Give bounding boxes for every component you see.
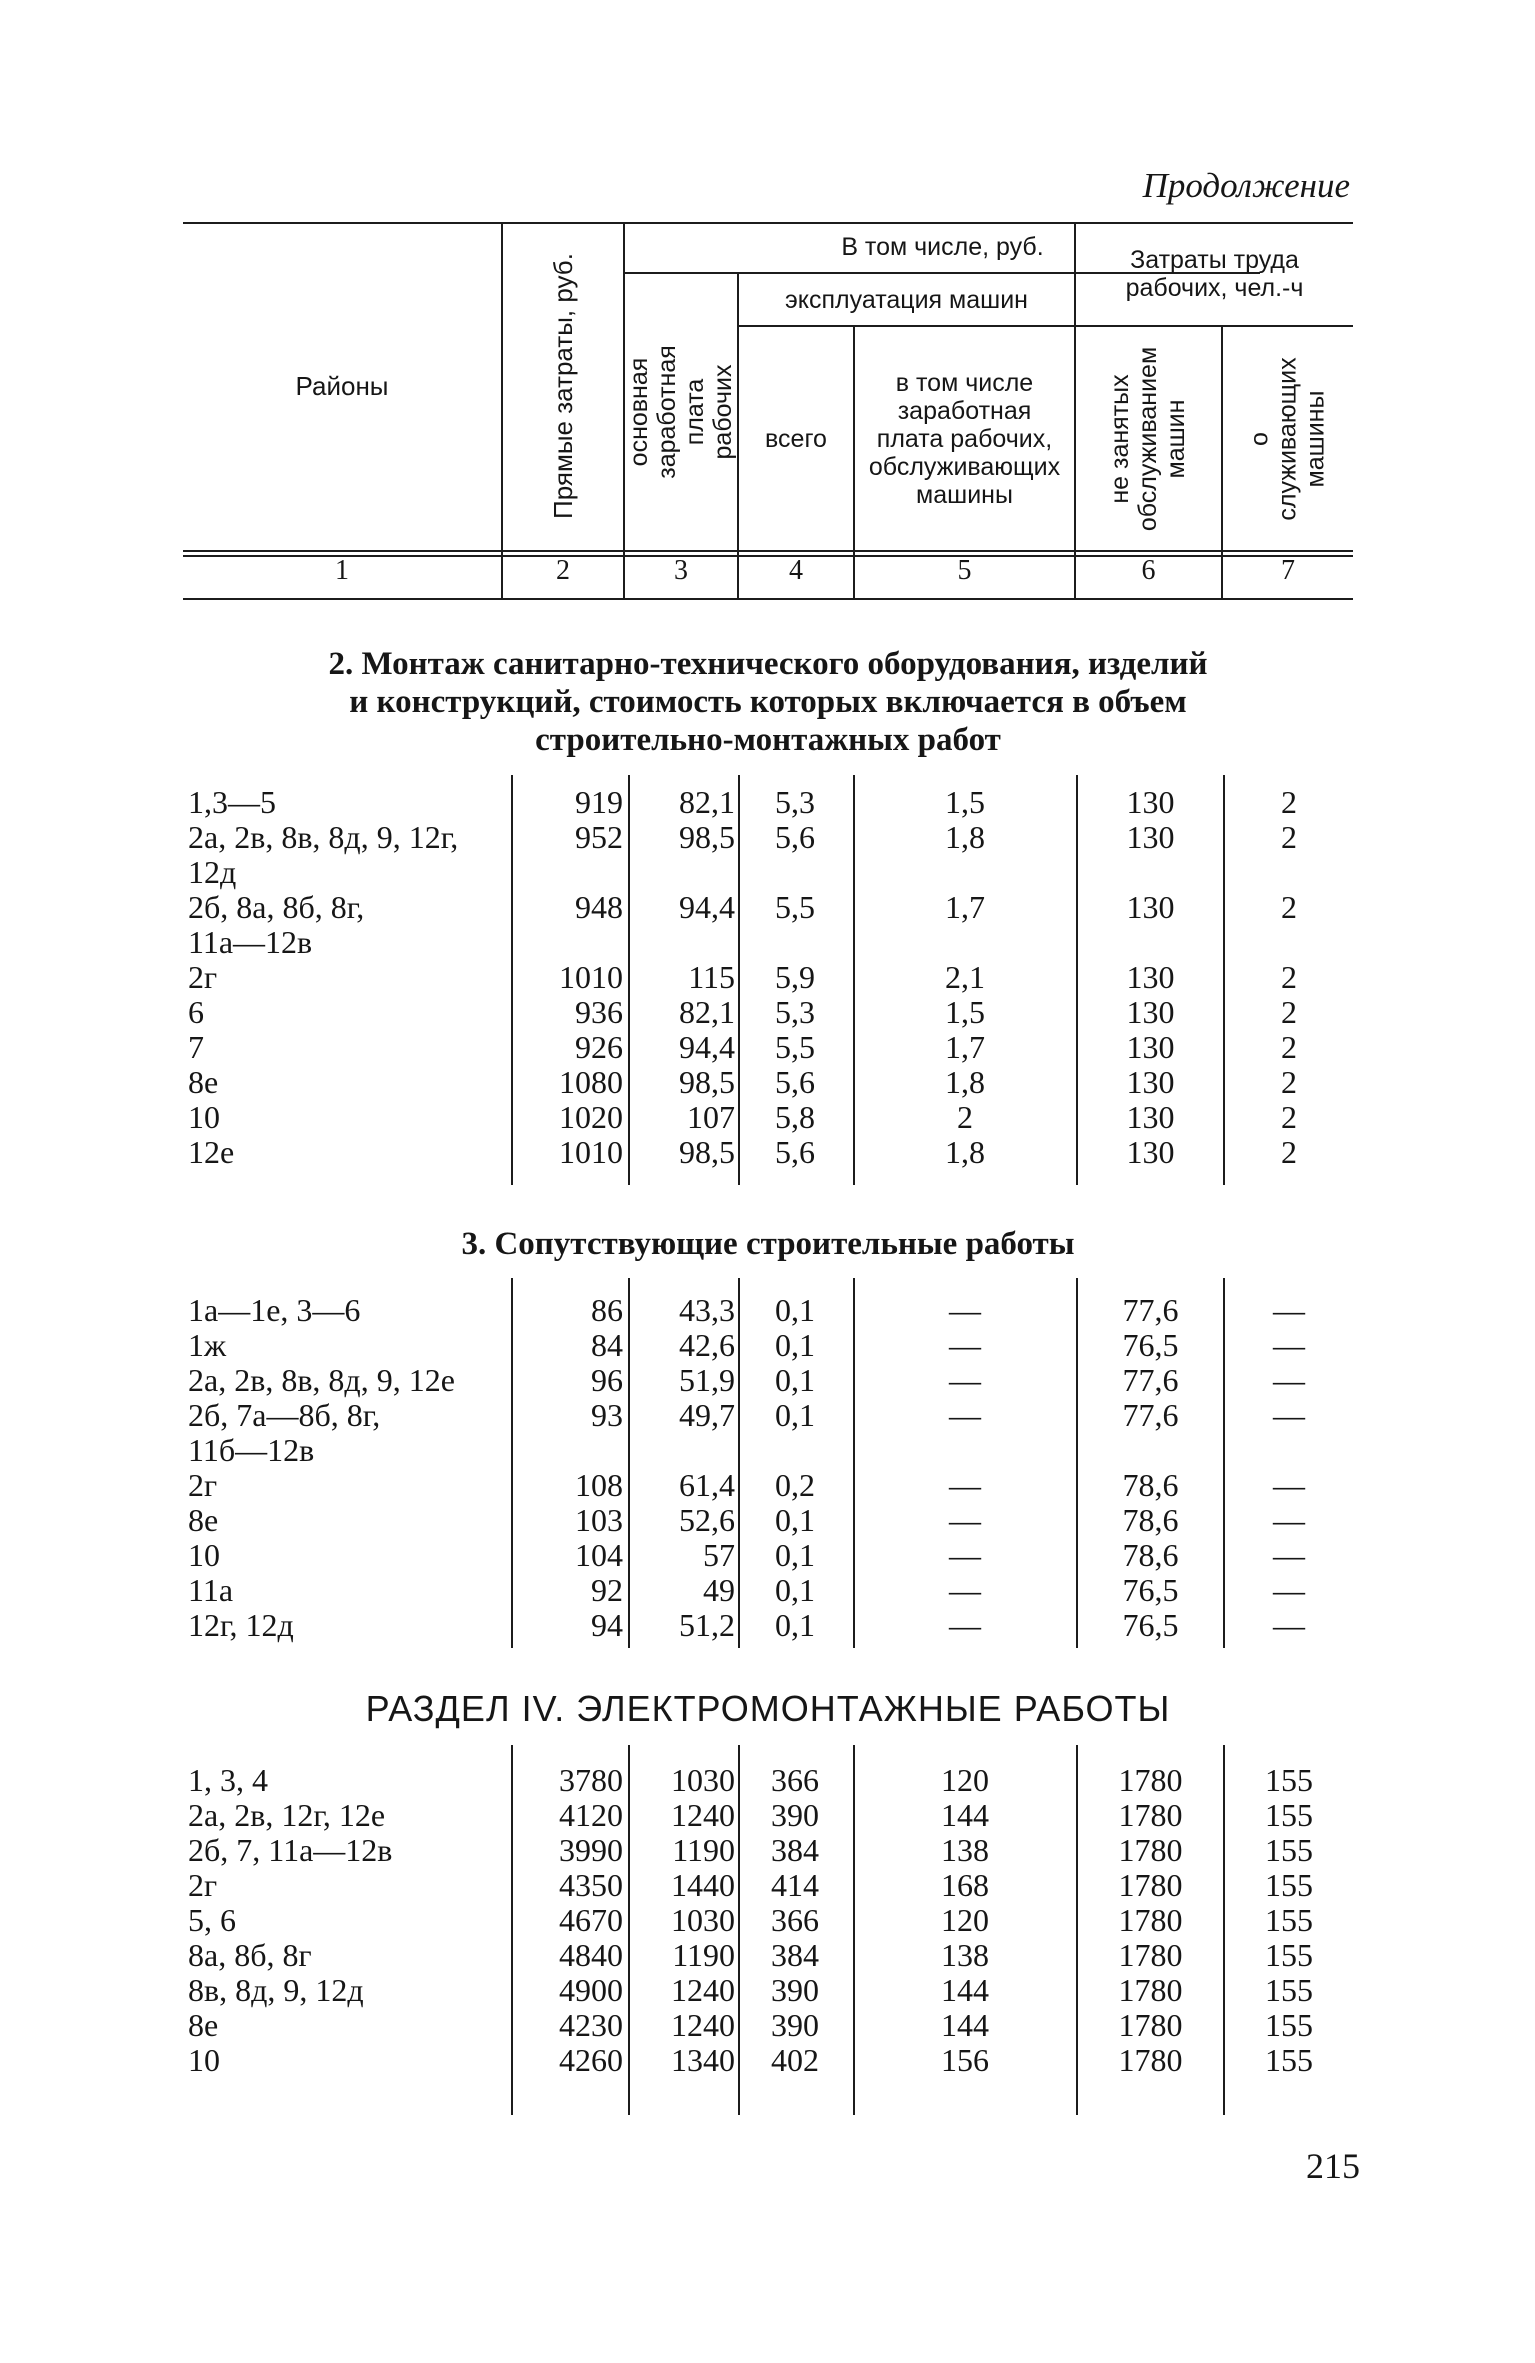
table-row: [183, 1030, 1353, 1065]
column-number: 6: [1141, 555, 1156, 586]
table-row: [183, 1100, 1353, 1135]
machine-wages-cell: —: [949, 1607, 981, 1643]
labor-not-machine-cell: 1780: [1118, 2007, 1183, 2043]
machine-wages-cell: —: [949, 1502, 981, 1538]
labor-machine-cell: —: [1273, 1467, 1305, 1503]
machine-wages-cell: 144: [941, 1972, 989, 2008]
table-row: [183, 1328, 1353, 1363]
machine-total-cell: 390: [771, 1797, 819, 1833]
labor-machine-cell: 155: [1265, 2042, 1313, 2078]
table-row: [183, 2008, 1353, 2043]
machine-total-cell: 5,8: [775, 1099, 815, 1135]
column-number: 3: [674, 555, 688, 586]
district-cell: 2а, 2в, 8в, 8д, 9, 12г,: [188, 819, 459, 855]
machine-wages-cell: —: [949, 1572, 981, 1608]
machine-total-cell: 5,9: [775, 959, 815, 995]
table-row: [183, 1938, 1353, 1973]
main-wages-cell: 98,5: [679, 1134, 735, 1170]
machine-total-cell: 5,6: [775, 819, 815, 855]
district-cell: 2г: [188, 1867, 218, 1903]
page-number: 215: [1306, 2146, 1360, 2186]
labor-not-machine-cell: 78,6: [1122, 1537, 1179, 1573]
direct-costs-cell: 4230: [559, 2007, 623, 2043]
main-wages-cell: 61,4: [679, 1467, 735, 1503]
district-cell: 10: [188, 1099, 220, 1135]
table-row: [183, 1833, 1353, 1868]
main-wages-cell: 1190: [672, 1832, 735, 1868]
labor-not-machine-cell: 77,6: [1122, 1397, 1179, 1433]
district-cell: 6: [188, 994, 204, 1030]
column-number: 2: [556, 555, 570, 586]
district-cell: 2а, 2в, 8в, 8д, 9, 12е: [188, 1362, 455, 1398]
labor-machine-cell: —: [1273, 1292, 1305, 1328]
labor-not-machine-cell: 1780: [1118, 1867, 1183, 1903]
machine-wages-cell: 2,1: [945, 959, 985, 995]
district-cell: 10: [188, 2042, 220, 2078]
main-wages-cell: 51,9: [679, 1362, 735, 1398]
machine-wages-cell: 1,7: [945, 1029, 985, 1065]
machine-wages-cell: 138: [941, 1832, 989, 1868]
labor-machine-cell: 155: [1265, 1867, 1313, 1903]
table-row: [183, 1763, 1353, 1798]
machine-wages-cell: —: [949, 1292, 981, 1328]
table-row: [183, 1065, 1353, 1100]
district-cell: 11а—12в: [188, 924, 313, 960]
labor-machine-cell: 155: [1265, 1972, 1313, 2008]
labor-machine-cell: 155: [1265, 1762, 1313, 1798]
table-row-continuation: [183, 925, 1353, 960]
direct-costs-cell: 84: [591, 1327, 623, 1363]
main-wages-cell: 49,7: [679, 1397, 735, 1433]
main-wages-cell: 1030: [671, 1762, 735, 1798]
direct-costs-cell: 4900: [559, 1972, 623, 2008]
machine-wages-cell: 144: [941, 1797, 989, 1833]
table-row: [183, 1608, 1353, 1643]
labor-machine-cell: 2: [1281, 784, 1297, 820]
direct-costs-cell: 1010: [559, 959, 623, 995]
district-cell: 2б, 7, 11а—12в: [188, 1832, 393, 1868]
header-labor-costs: Затраты труда рабочих, чел.-ч: [1125, 245, 1304, 302]
machine-total-cell: 0,1: [775, 1362, 815, 1398]
labor-machine-cell: 155: [1265, 1937, 1313, 1973]
district-cell: 2г: [188, 1467, 218, 1503]
table-row-continuation: [183, 855, 1353, 890]
direct-costs-cell: 103: [575, 1502, 623, 1538]
machine-total-cell: 0,1: [775, 1502, 815, 1538]
labor-machine-cell: —: [1273, 1362, 1305, 1398]
direct-costs-cell: 96: [591, 1362, 623, 1398]
table-row: [183, 1398, 1353, 1433]
machine-wages-cell: 1,8: [945, 1064, 985, 1100]
labor-machine-cell: —: [1273, 1537, 1305, 1573]
direct-costs-cell: 4840: [559, 1937, 623, 1973]
district-cell: 8е: [188, 1064, 219, 1100]
district-cell: 7: [188, 1029, 204, 1065]
labor-not-machine-cell: 130: [1126, 1064, 1175, 1100]
machine-total-cell: 366: [771, 1902, 819, 1938]
direct-costs-cell: 3780: [559, 1762, 623, 1798]
section-title: 3. Сопутствующие строительные работы: [461, 1226, 1075, 1262]
district-cell: 2б, 8а, 8б, 8г,: [188, 889, 365, 925]
header-in-total: В том числе, руб.: [841, 233, 1044, 261]
machine-wages-cell: —: [949, 1537, 981, 1573]
labor-not-machine-cell: 1780: [1118, 1902, 1183, 1938]
main-wages-cell: 94,4: [679, 889, 735, 925]
machine-total-cell: 0,1: [775, 1572, 815, 1608]
table-section-2: [183, 775, 1353, 1185]
machine-total-cell: 402: [771, 2042, 819, 2078]
labor-not-machine-cell: 1780: [1118, 2042, 1183, 2078]
labor-not-machine-cell: 130: [1126, 889, 1175, 925]
labor-machine-cell: 2: [1281, 819, 1297, 855]
machine-wages-cell: —: [949, 1467, 981, 1503]
machine-total-cell: 0,1: [775, 1327, 815, 1363]
main-wages-cell: 1340: [671, 2042, 735, 2078]
header-col-districts: Районы: [295, 371, 389, 401]
table-row: [183, 995, 1353, 1030]
main-wages-cell: 115: [688, 959, 735, 995]
labor-not-machine-cell: 130: [1126, 1134, 1175, 1170]
section-title: 2. Монтаж санитарно-технического оборудования, изделий и конструкций, стоимость которых включается в объем строительно-монтажных работ: [328, 646, 1208, 758]
header-col-not-machine: не занятых обслуживанием машин: [1106, 346, 1191, 531]
table-row: [183, 1468, 1353, 1503]
header-col-total: всего: [765, 424, 827, 453]
labor-not-machine-cell: 1780: [1118, 1832, 1183, 1868]
continuation-label: Продолжение: [1142, 166, 1350, 205]
main-wages-cell: 49: [703, 1572, 735, 1608]
table-section-3: [183, 1278, 1353, 1648]
main-wages-cell: 51,2: [679, 1607, 735, 1643]
district-cell: 10: [188, 1537, 220, 1573]
labor-not-machine-cell: 130: [1126, 819, 1175, 855]
machine-total-cell: 0,2: [775, 1467, 815, 1503]
district-cell: 1ж: [188, 1327, 227, 1363]
machine-wages-cell: —: [949, 1327, 981, 1363]
main-wages-cell: 94,4: [679, 1029, 735, 1065]
machine-total-cell: 390: [771, 2007, 819, 2043]
main-wages-cell: 1030: [671, 1902, 735, 1938]
labor-not-machine-cell: 1780: [1118, 1797, 1183, 1833]
labor-machine-cell: 2: [1281, 1134, 1297, 1170]
machine-total-cell: 5,3: [775, 994, 815, 1030]
labor-machine-cell: 155: [1265, 1797, 1313, 1833]
district-cell: 1а—1е, 3—6: [188, 1292, 361, 1328]
machine-total-cell: 390: [771, 1972, 819, 2008]
labor-not-machine-cell: 130: [1126, 994, 1175, 1030]
labor-machine-cell: —: [1273, 1502, 1305, 1538]
labor-not-machine-cell: 1780: [1118, 1937, 1183, 1973]
district-cell: 8е: [188, 1502, 219, 1538]
header-col-serving-machine: о служивающих машины: [1246, 356, 1330, 521]
labor-machine-cell: 155: [1265, 1902, 1313, 1938]
direct-costs-cell: 4260: [559, 2042, 623, 2078]
district-cell: 2а, 2в, 12г, 12е: [188, 1797, 386, 1833]
district-cell: 8е: [188, 2007, 219, 2043]
labor-machine-cell: 155: [1265, 2007, 1313, 2043]
labor-not-machine-cell: 76,5: [1122, 1327, 1179, 1363]
machine-total-cell: 366: [771, 1762, 819, 1798]
header-col-machine-wages: в том числе заработная плата рабочих, обслуживающих машины: [868, 368, 1061, 509]
direct-costs-cell: 93: [591, 1397, 623, 1433]
machine-total-cell: 5,3: [775, 784, 815, 820]
district-cell: 8в, 8д, 9, 12д: [188, 1972, 364, 2008]
machine-wages-cell: 2: [957, 1099, 973, 1135]
machine-wages-cell: 138: [941, 1937, 989, 1973]
table-header: [183, 222, 1353, 602]
district-cell: 2б, 7а—8б, 8г,: [188, 1397, 381, 1433]
district-cell: 11а: [188, 1572, 234, 1608]
machine-wages-cell: 120: [941, 1902, 989, 1938]
table-row: [183, 890, 1353, 925]
machine-wages-cell: 1,5: [945, 784, 985, 820]
header-machine-operation: эксплуатация машин: [785, 285, 1028, 314]
main-wages-cell: 43,3: [679, 1292, 735, 1328]
machine-wages-cell: 1,7: [945, 889, 985, 925]
table-row-continuation: [183, 1433, 1353, 1468]
table-row: [183, 1538, 1353, 1573]
table-row: [183, 1868, 1353, 1903]
column-number: 1: [335, 555, 349, 586]
main-wages-cell: 82,1: [679, 994, 735, 1030]
district-cell: 11б—12в: [188, 1432, 315, 1468]
machine-total-cell: 414: [771, 1867, 819, 1903]
machine-wages-cell: 144: [941, 2007, 989, 2043]
direct-costs-cell: 86: [591, 1292, 623, 1328]
table-row: [183, 785, 1353, 820]
table-row: [183, 820, 1353, 855]
district-cell: 1,3—5: [188, 784, 276, 820]
labor-machine-cell: —: [1273, 1607, 1305, 1643]
labor-not-machine-cell: 77,6: [1122, 1292, 1179, 1328]
machine-total-cell: 5,5: [775, 1029, 815, 1065]
table-row: [183, 1973, 1353, 2008]
labor-machine-cell: 2: [1281, 959, 1297, 995]
labor-not-machine-cell: 78,6: [1122, 1502, 1179, 1538]
labor-not-machine-cell: 76,5: [1122, 1572, 1179, 1608]
table-row: [183, 1293, 1353, 1328]
machine-wages-cell: 1,8: [945, 819, 985, 855]
labor-machine-cell: 2: [1281, 889, 1297, 925]
district-cell: 5, 6: [188, 1902, 236, 1938]
machine-total-cell: 5,6: [775, 1134, 815, 1170]
machine-wages-cell: 168: [941, 1867, 989, 1903]
district-cell: 12е: [188, 1134, 235, 1170]
district-cell: 1, 3, 4: [188, 1762, 268, 1798]
direct-costs-cell: 104: [575, 1537, 623, 1573]
direct-costs-cell: 3990: [559, 1832, 623, 1868]
machine-total-cell: 0,1: [775, 1292, 815, 1328]
main-wages-cell: 82,1: [679, 784, 735, 820]
main-wages-cell: 1190: [672, 1937, 735, 1973]
header-col-direct-costs: Прямые затраты, руб.: [548, 253, 578, 519]
column-number: 7: [1281, 555, 1295, 586]
labor-not-machine-cell: 76,5: [1122, 1607, 1179, 1643]
direct-costs-cell: 1080: [559, 1064, 623, 1100]
main-wages-cell: 1240: [671, 1797, 735, 1833]
direct-costs-cell: 4670: [559, 1902, 623, 1938]
direct-costs-cell: 94: [591, 1607, 623, 1643]
main-wages-cell: 1440: [671, 1867, 735, 1903]
table-row: [183, 1503, 1353, 1538]
labor-not-machine-cell: 77,6: [1122, 1362, 1179, 1398]
main-wages-cell: 107: [687, 1099, 735, 1135]
labor-machine-cell: 2: [1281, 1099, 1297, 1135]
main-wages-cell: 52,6: [679, 1502, 735, 1538]
labor-machine-cell: 2: [1281, 1029, 1297, 1065]
table-section-iv: [183, 1745, 1353, 2115]
table-row: [183, 960, 1353, 995]
direct-costs-cell: 952: [575, 819, 623, 855]
machine-total-cell: 384: [771, 1832, 819, 1868]
labor-not-machine-cell: 1780: [1118, 1972, 1183, 2008]
labor-machine-cell: 155: [1265, 1832, 1313, 1868]
header-col-main-wages: основная заработная плата рабочих: [625, 345, 738, 479]
main-wages-cell: 1240: [671, 2007, 735, 2043]
main-wages-cell: 57: [703, 1537, 735, 1573]
main-wages-cell: 42,6: [679, 1327, 735, 1363]
table-row: [183, 1363, 1353, 1398]
machine-wages-cell: 156: [941, 2042, 989, 2078]
labor-machine-cell: —: [1273, 1397, 1305, 1433]
labor-not-machine-cell: 130: [1126, 1099, 1175, 1135]
labor-machine-cell: —: [1273, 1572, 1305, 1608]
direct-costs-cell: 919: [575, 784, 623, 820]
direct-costs-cell: 1020: [559, 1099, 623, 1135]
machine-total-cell: 5,6: [775, 1064, 815, 1100]
table-row: [183, 1135, 1353, 1170]
main-wages-cell: 98,5: [679, 819, 735, 855]
direct-costs-cell: 948: [575, 889, 623, 925]
column-number: 5: [957, 555, 972, 586]
direct-costs-cell: 1010: [559, 1134, 623, 1170]
column-number: 4: [789, 555, 803, 586]
labor-not-machine-cell: 130: [1126, 1029, 1175, 1065]
machine-total-cell: 5,5: [775, 889, 815, 925]
machine-wages-cell: 120: [941, 1762, 989, 1798]
district-cell: 8а, 8б, 8г: [188, 1937, 312, 1973]
labor-not-machine-cell: 130: [1126, 959, 1175, 995]
machine-wages-cell: 1,5: [945, 994, 985, 1030]
machine-total-cell: 384: [771, 1937, 819, 1973]
machine-wages-cell: 1,8: [945, 1134, 985, 1170]
direct-costs-cell: 4350: [559, 1867, 623, 1903]
labor-not-machine-cell: 130: [1126, 784, 1175, 820]
direct-costs-cell: 4120: [559, 1797, 623, 1833]
machine-total-cell: 0,1: [775, 1537, 815, 1573]
labor-machine-cell: 2: [1281, 1064, 1297, 1100]
district-cell: 2г: [188, 959, 218, 995]
table-row: [183, 1903, 1353, 1938]
machine-wages-cell: —: [949, 1362, 981, 1398]
labor-machine-cell: 2: [1281, 994, 1297, 1030]
district-cell: 12г, 12д: [188, 1607, 294, 1643]
machine-wages-cell: —: [949, 1397, 981, 1433]
district-cell: 12д: [188, 854, 237, 890]
direct-costs-cell: 108: [575, 1467, 623, 1503]
main-wages-cell: 98,5: [679, 1064, 735, 1100]
main-wages-cell: 1240: [671, 1972, 735, 2008]
labor-not-machine-cell: 1780: [1118, 1762, 1183, 1798]
direct-costs-cell: 92: [591, 1572, 623, 1608]
machine-total-cell: 0,1: [775, 1607, 815, 1643]
table-row: [183, 1573, 1353, 1608]
section-title: РАЗДЕЛ IV. ЭЛЕКТРОМОНТАЖНЫЕ РАБОТЫ: [365, 1688, 1171, 1729]
labor-machine-cell: —: [1273, 1327, 1305, 1363]
labor-not-machine-cell: 78,6: [1122, 1467, 1179, 1503]
direct-costs-cell: 936: [575, 994, 623, 1030]
table-row: [183, 1798, 1353, 1833]
direct-costs-cell: 926: [575, 1029, 623, 1065]
machine-total-cell: 0,1: [775, 1397, 815, 1433]
table-row: [183, 2043, 1353, 2078]
